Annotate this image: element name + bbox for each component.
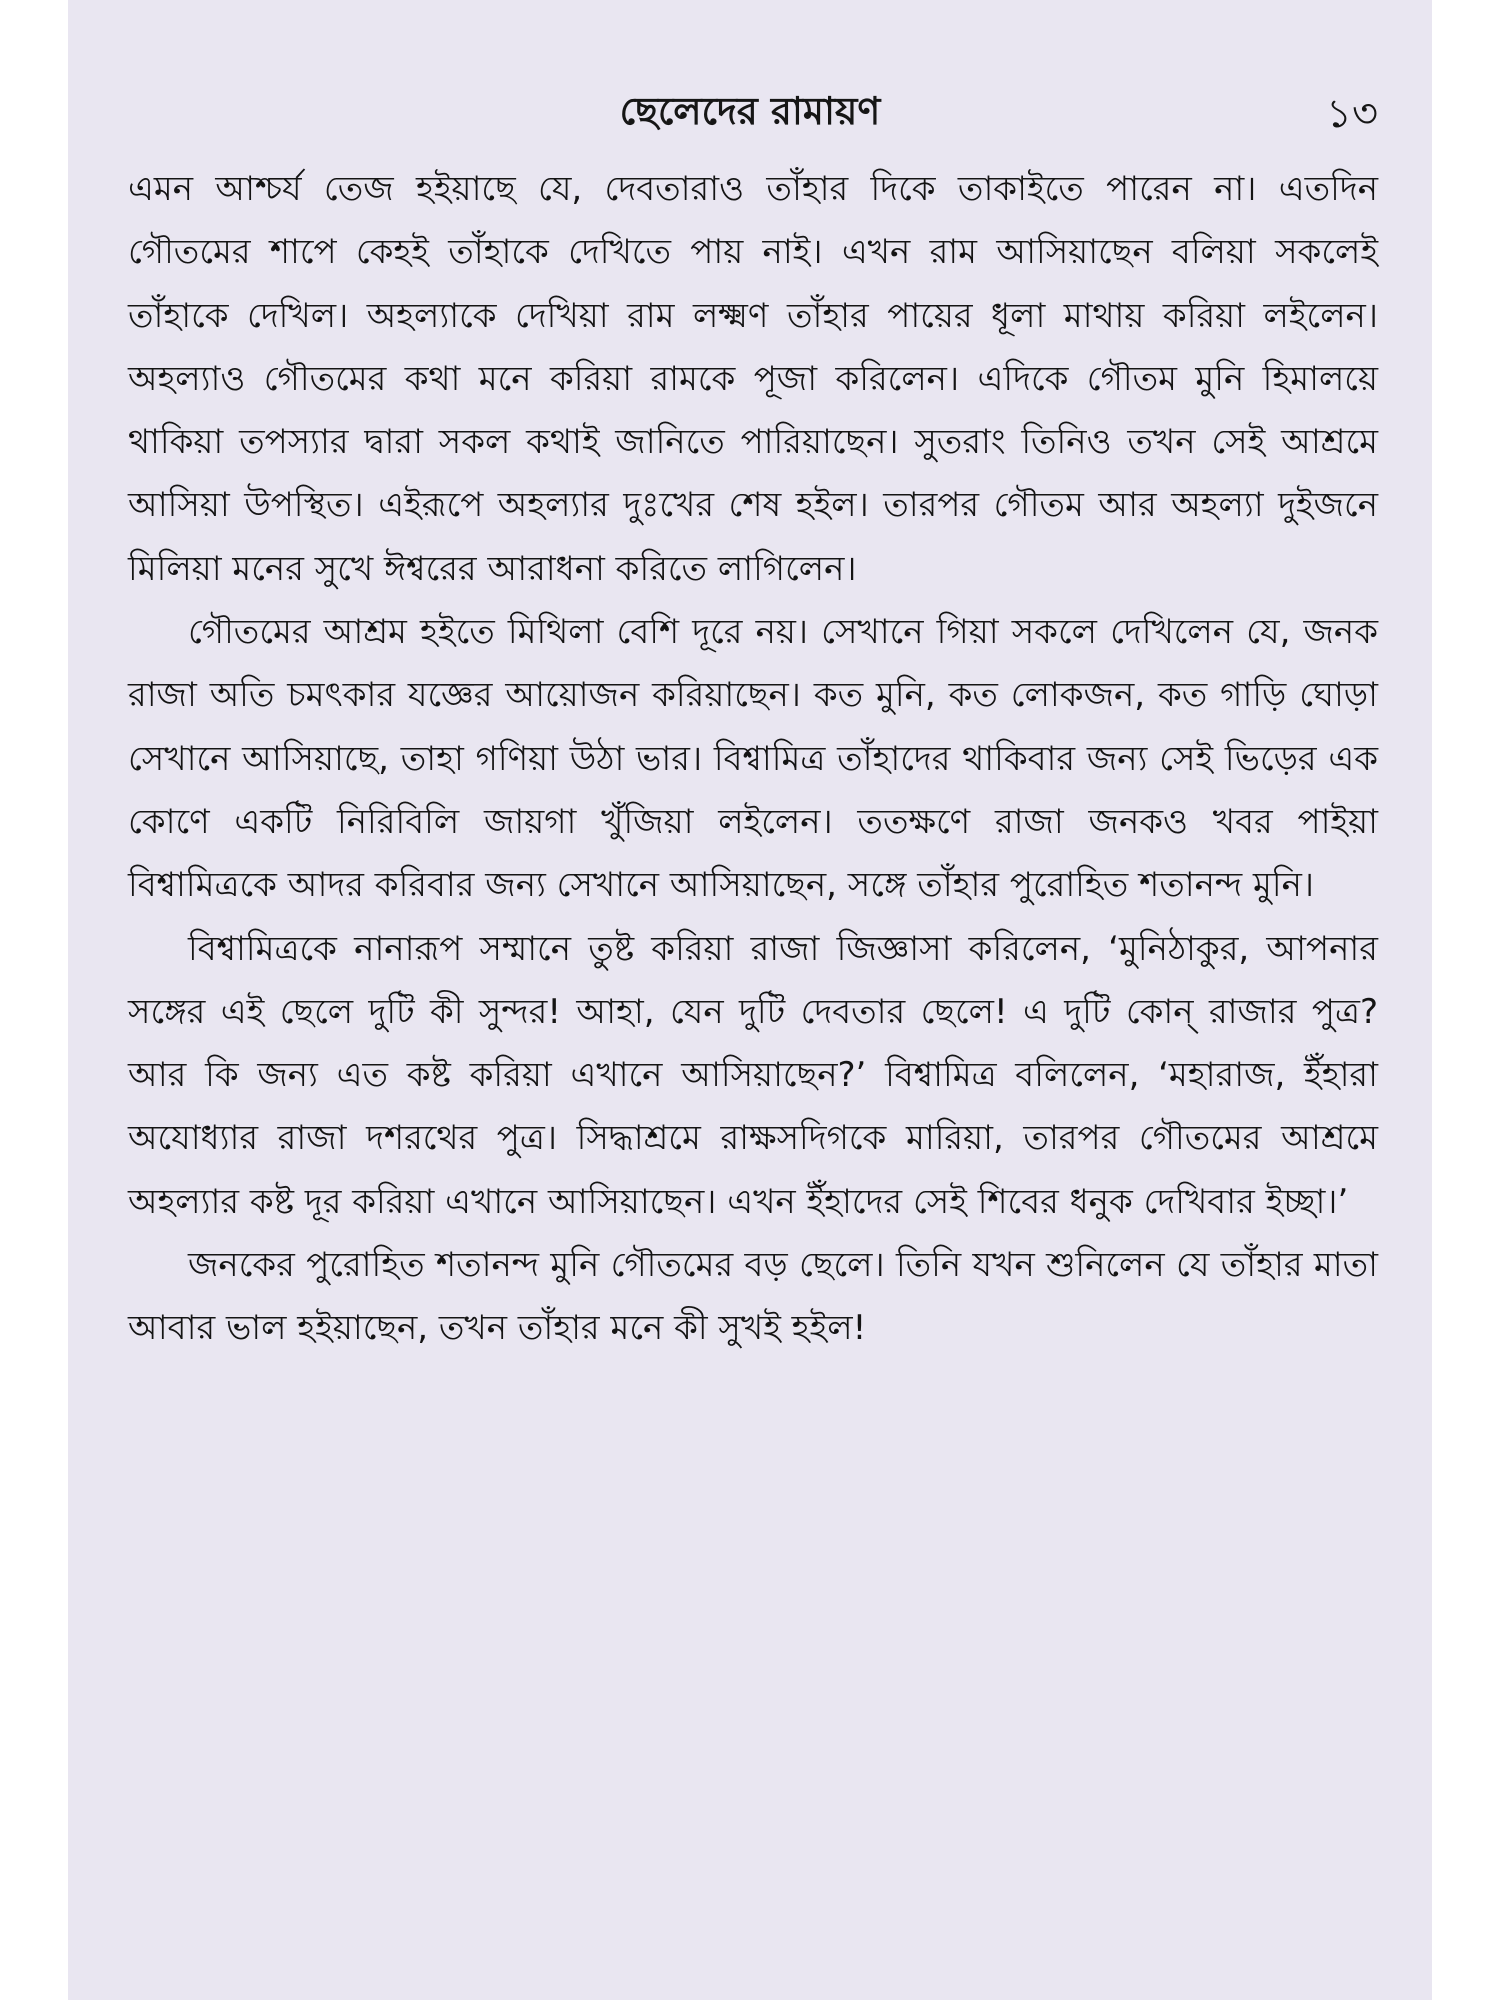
book-page (68, 0, 1432, 2000)
body-text (128, 158, 1378, 1361)
paragraph: বিশ্বামিত্রকে নানারূপ সম্মানে তুষ্ট করিয়া রাজা জিজ্ঞাসা করিলেন, ‘মুনিঠাকুর, আপনার সঙ্গের এই ছেলে দুটি কী সুন্দর! আহা, যেন দুটি দেবতার ছেলে! এ দুটি কোন্ রাজার পুত্র? আর কি জন্য এত কষ্ট করিয়া এখানে আসিয়াছেন?’ বিশ্বামিত্র বলিলেন, ‘মহারাজ, ইঁহারা অযোধ্যার রাজা দশরথের পুত্র। সিদ্ধাশ্রমে রাক্ষসদিগকে মারিয়া, তারপর গৌতমের আশ্রমে অহল্যার কষ্ট দূর করিয়া এখানে আসিয়াছেন। এখন ইঁহাদের সেই শিবের ধনুক দেখিবার ইচ্ছা।’ (128, 928, 1378, 1222)
paragraph: গৌতমের আশ্রম হইতে মিথিলা বেশি দূরে নয়। সেখানে গিয়া সকলে দেখিলেন যে, জনক রাজা অতি চমৎকার যজ্ঞের আয়োজন করিয়াছেন। কত মুনি, কত লোকজন, কত গাড়ি ঘোড়া সেখানে আসিয়াছে, তাহা গণিয়া উঠা ভার। বিশ্বামিত্র তাঁহাদের থাকিবার জন্য সেই ভিড়ের এক কোণে একটি নিরিবিলি জায়গা খুঁজিয়া লইলেন। ততক্ষণে রাজা জনকও খবর পাইয়া বিশ্বামিত্রকে আদর করিবার জন্য সেখানে আসিয়াছেন, সঙ্গে তাঁহার পুরোহিত শতানন্দ মুনি। (128, 612, 1378, 906)
paragraph: জনকের পুরোহিত শতানন্দ মুনি গৌতমের বড় ছেলে। তিনি যখন শুনিলেন যে তাঁহার মাতা আবার ভাল হইয়াছেন, তখন তাঁহার মনে কী সুখই হইল! (128, 1245, 1378, 1349)
page-header (68, 82, 1432, 136)
paragraph: এমন আশ্চর্য তেজ হইয়াছে যে, দেবতারাও তাঁহার দিকে তাকাইতে পারেন না। এতদিন গৌতমের শাপে কেহই তাঁহাকে দেখিতে পায় নাই। এখন রাম আসিয়াছেন বলিয়া সকলেই তাঁহাকে দেখিল। অহল্যাকে দেখিয়া রাম লক্ষ্মণ তাঁহার পায়ের ধূলা মাথায় করিয়া লইলেন। অহল্যাও গৌতমের কথা মনে করিয়া রামকে পূজা করিলেন। এদিকে গৌতম মুনি হিমালয়ে থাকিয়া তপস্যার দ্বারা সকল কথাই জানিতে পারিয়াছেন। সুতরাং তিনিও তখন সেই আশ্রমে আসিয়া উপস্থিত। এইরূপে অহল্যার দুঃখের শেষ হইল। তারপর গৌতম আর অহল্যা দুইজনে মিলিয়া মনের সুখে ঈশ্বরের আরাধনা করিতে লাগিলেন। (128, 169, 1378, 589)
running-title: ছেলেদের রামায়ণ (619, 89, 881, 133)
page-number: ১৩ (1326, 91, 1378, 137)
